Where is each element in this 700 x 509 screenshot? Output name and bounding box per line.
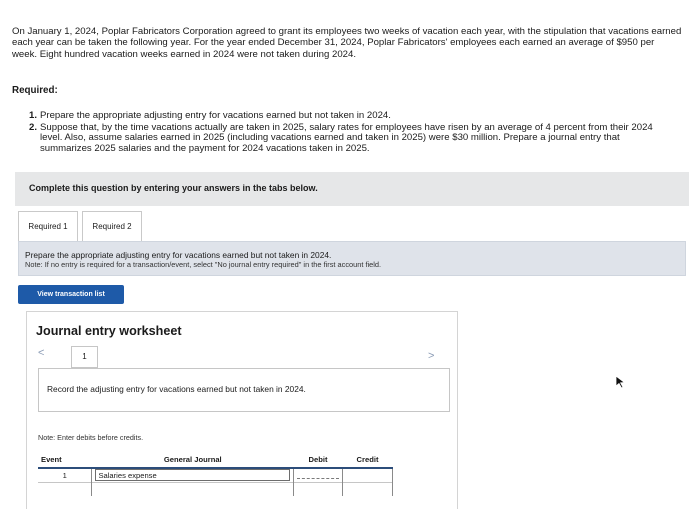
requirement-item <box>29 123 659 155</box>
account-cell[interactable] <box>92 482 294 496</box>
complete-question-text: Complete this question by entering your answers in the tabs below. <box>29 183 318 193</box>
debits-note: Note: Enter debits before credits. <box>38 433 144 442</box>
journal-table <box>38 452 393 496</box>
tab-required-1[interactable]: Required 1 <box>18 211 78 241</box>
worksheet-title: Journal entry worksheet <box>36 324 182 338</box>
requirement-number: 1. <box>29 110 38 121</box>
debit-column-header: Debit <box>294 452 343 468</box>
mouse-cursor-icon <box>615 375 627 389</box>
requirement-number: 2. <box>29 121 38 133</box>
general-journal-column-header: General Journal <box>92 452 294 468</box>
table-row <box>38 482 393 496</box>
next-arrow-icon[interactable]: > <box>428 350 435 362</box>
instruction-note: Note: If no entry is required for a transaction/event, select "No journal entry required" in the first account field. <box>25 260 382 269</box>
complete-question-bar <box>15 172 689 206</box>
record-prompt-box <box>38 369 450 412</box>
event-column-header: Event <box>38 452 92 468</box>
account-cell <box>92 468 294 482</box>
requirements-list <box>29 111 659 155</box>
debit-input-line <box>297 478 339 479</box>
instructions-box <box>18 241 686 276</box>
account-input[interactable] <box>95 469 290 481</box>
requirement-item <box>29 111 659 122</box>
event-cell: 1 <box>38 468 92 482</box>
debit-cell[interactable] <box>294 482 343 496</box>
prev-arrow-icon[interactable]: < <box>38 347 45 359</box>
requirement-text: Suppose that, by the time vacations actually are taken in 2025, salary rates for employees have risen by an average of 4 percent from their 2024 level. Also, assume salaries earned in 2025 (including vacations earned and taken in 2025) were $30 million. Prepare a journal entry that summarizes 2025 salaries and the payment for 2024 vacations taken in 2025. <box>40 121 653 154</box>
requirement-text: Prepare the appropriate adjusting entry for vacations earned but not taken in 2024. <box>40 110 391 121</box>
credit-cell[interactable] <box>343 482 393 496</box>
problem-intro: On January 1, 2024, Poplar Fabricators Corporation agreed to grant its employees two weeks of vacation each year, with the stipulation that vacations earned each year can be taken the following year. For the year ended December 31, 2024, Poplar Fabricators' employees each earned an average of $950 per week. Eight hundred vacation weeks earned in 2024 were not taken during 2024. <box>12 26 682 60</box>
record-prompt-text: Record the adjusting entry for vacations earned but not taken in 2024. <box>47 384 306 394</box>
required-heading: Required: <box>12 85 58 96</box>
page-number-tab[interactable]: 1 <box>71 346 98 368</box>
tab-required-2[interactable]: Required 2 <box>82 211 142 241</box>
table-row <box>38 468 393 482</box>
view-transaction-list-button[interactable]: View transaction list <box>18 285 124 304</box>
event-cell <box>38 482 92 496</box>
credit-column-header: Credit <box>343 452 393 468</box>
debit-cell[interactable] <box>294 468 343 482</box>
instruction-line: Prepare the appropriate adjusting entry for vacations earned but not taken in 2024. <box>25 250 332 260</box>
credit-cell[interactable] <box>343 468 393 482</box>
